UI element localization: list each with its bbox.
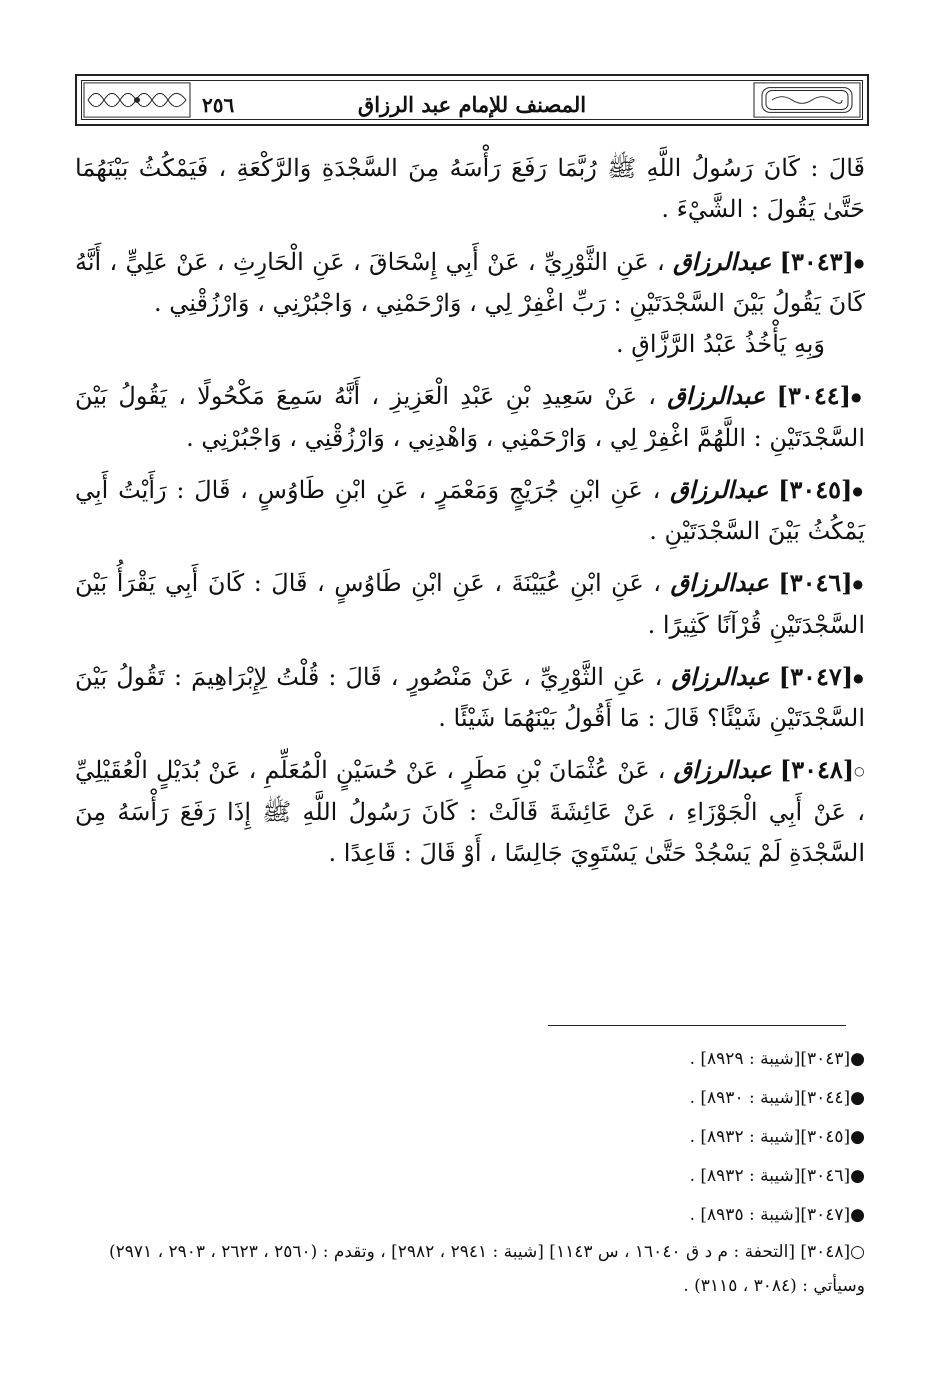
intro-paragraph: قَالَ : كَانَ رَسُولُ اللَّهِ ﷺ رُبَّمَا رَفَعَ رَأْسَهُ مِنَ السَّجْدَةِ وَالرَّكْعَةِ ، فَيَمْكُثُ بَيْنَهُمَا حَتَّىٰ يَقُولَ : الشَّيْءَ . <box>75 154 865 224</box>
footnotes <box>75 1040 865 1303</box>
page-header <box>75 74 869 126</box>
hadith-text: ، عَنِ ابْنِ جُرَيْجٍ وَمَعْمَرٍ ، عَنِ ابْنِ طَاوُسٍ ، قَالَ : رَأَيْتُ أَبِي يَمْكُثُ بَيْنَ السَّجْدَتَيْنِ . <box>75 475 865 546</box>
hadith-number: [٣٠٤٦] <box>778 568 853 598</box>
hadith-entry-3048 <box>75 749 865 874</box>
hadith-entry-3045 <box>75 469 865 553</box>
left-ornament-icon <box>82 81 192 119</box>
main-text <box>75 148 865 884</box>
hadith-number: [٣٠٤٧] <box>778 661 854 691</box>
bullet-marker: ● <box>850 390 865 405</box>
hadith-number: [٣٠٤٨] <box>779 755 855 785</box>
hadith-text: ، عَنِ الثَّوْرِيِّ ، عَنْ مَنْصُورٍ ، قَالَ : قُلْتُ لِإِبْرَاهِيمَ : تَقُولُ بَيْنَ السَّجْدَتَيْنِ شَيْئًا؟ قَالَ : مَا أَقُولُ بَيْنَهُمَا شَيْئًا . <box>75 662 865 733</box>
hadith-text: ، عَنْ سَعِيدِ بْنِ عَبْدِ الْعَزِيزِ ، أَنَّهُ سَمِعَ مَكْحُولًا ، يَقُولُ بَيْنَ السَّجْدَتَيْنِ : اللَّهُمَّ اغْفِرْ لِي ، وَارْحَمْنِي ، وَاهْدِنِي ، وَارْزُقْنِي ، وَاجْبُرْنِي . <box>75 382 865 452</box>
hadith-entry-3046 <box>75 562 865 646</box>
narrator-name: عبدالرزاق <box>670 568 769 598</box>
hadith-text: ، عَنِ الثَّوْرِيِّ ، عَنْ أَبِي إِسْحَاقَ ، عَنِ الْحَارِثِ ، عَنْ عَلِيٍّ ، أَنَّهُ كَانَ يَقُولُ بَيْنَ السَّجْدَتَيْنِ : رَبِّ اغْفِرْ لِي ، وَارْحَمْنِي ، وَاجْبُرْنِي ، وَارْزُقْنِي . <box>75 247 865 317</box>
footnote-3046: ●[٣٠٤٦][شيبة : ٨٩٣٢] . <box>689 1166 865 1186</box>
hadith-entry-3044 <box>75 375 865 459</box>
right-ornament-icon <box>752 81 862 119</box>
book-title: المصنف للإمام عبد الرزاق <box>357 92 587 117</box>
bullet-marker: ● <box>853 671 865 686</box>
bullet-marker: ● <box>853 255 865 270</box>
footnote-3044: ●[٣٠٤٤][شيبة : ٨٩٣٠] . <box>689 1088 865 1108</box>
narrator-name: عبدالرزاق <box>673 755 772 785</box>
hadith-note: وَبِهِ يَأْخُذُ عَبْدُ الرَّزَّاقِ . <box>616 330 825 359</box>
hadith-entry-3043 <box>75 241 865 366</box>
hadith-text: ، عَنِ ابْنِ عُيَيْنَةَ ، عَنِ ابْنِ طَاوُسٍ ، قَالَ : كَانَ أَبِي يَقْرَأُ بَيْنَ السَّجْدَتَيْنِ قُرْآنًا كَثِيرًا . <box>75 569 865 639</box>
header-frame <box>81 80 863 120</box>
bullet-marker: ● <box>852 484 865 499</box>
footnote-3048: ○[٣٠٤٨] [التحفة : م د ق ١٦٠٤٠ ، س ١١٤٣] [شيبة : ٢٩٤١ ، ٢٩٨٢] ، وتقدم : (٢٥٦٠ ، ٢٦٢٣ ، ٢٩٠٣ ، ٢٩٧١) وسيأتي : (٣٠٨٤ ، ٣١١٥) . <box>109 1242 865 1296</box>
hadith-text: ، عَنْ عُثْمَانَ بْنِ مَطَرٍ ، عَنْ حُسَيْنٍ الْمُعَلِّمِ ، عَنْ بُدَيْلٍ الْعُقَيْلِيِّ ، عَنْ أَبِي الْجَوْزَاءِ ، عَنْ عَائِشَةَ قَالَتْ : كَانَ رَسُولُ اللَّهِ ﷺ إِذَا رَفَعَ رَأْسَهُ مِنَ السَّجْدَةِ لَمْ يَسْجُدْ حَتَّىٰ يَسْتَوِيَ جَالِسًا ، أَوْ قَالَ : قَاعِدًا . <box>75 756 865 867</box>
hadith-number: [٣٠٤٤] <box>776 381 851 411</box>
hadith-entry-3047 <box>75 656 865 740</box>
narrator-name: عبدالرزاق <box>673 246 772 276</box>
footnote-3047: ●[٣٠٤٧][شيبة : ٨٩٣٥] . <box>689 1205 865 1225</box>
page-number: ٢٥٦ <box>202 93 235 117</box>
bullet-marker: ○ <box>854 764 865 779</box>
bullet-marker: ● <box>852 577 865 592</box>
narrator-name: عبدالرزاق <box>667 381 766 411</box>
narrator-name: عبدالرزاق <box>671 661 770 691</box>
footnote-divider <box>548 1025 846 1026</box>
footnote-3045: ●[٣٠٤٥][شيبة : ٨٩٣٢] . <box>689 1127 865 1147</box>
hadith-number: [٣٠٤٥] <box>778 474 853 504</box>
footnote-3043: ●[٣٠٤٣][شيبة : ٨٩٢٩] . <box>689 1049 865 1069</box>
narrator-name: عبدالرزاق <box>670 474 769 504</box>
hadith-number: [٣٠٤٣] <box>779 246 854 276</box>
